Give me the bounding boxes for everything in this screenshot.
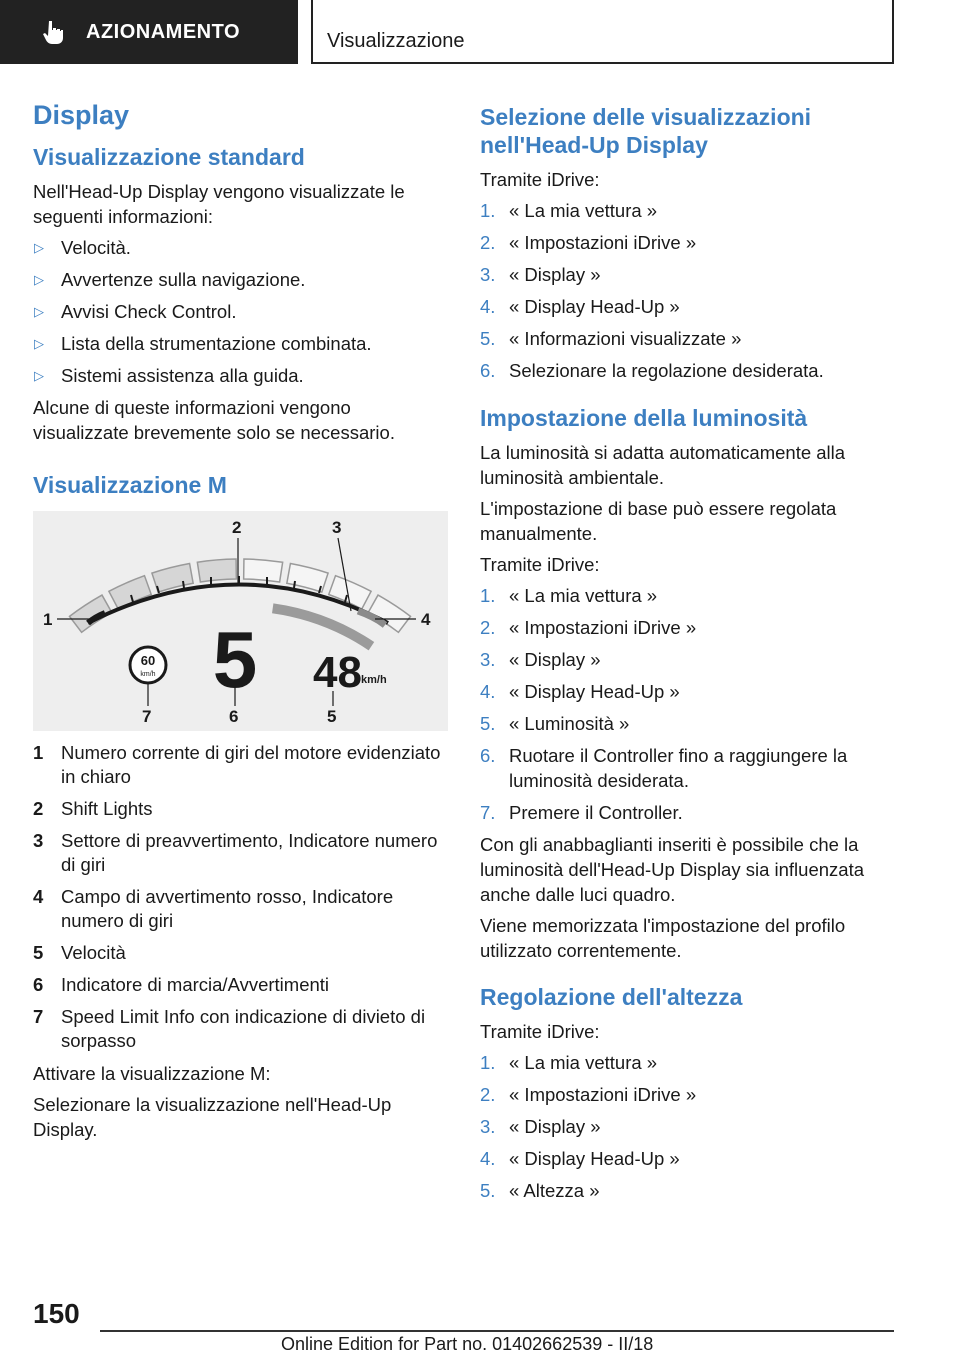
step-item: 5. « Informazioni visualizzate » — [480, 328, 742, 349]
idrive-paragraph: Tramite iDrive: — [480, 554, 600, 575]
m-display-figure — [33, 511, 448, 731]
callout-5: 5 — [327, 707, 337, 726]
idrive-paragraph: Tramite iDrive: — [480, 1021, 600, 1042]
legend-item: 2 Shift Lights — [33, 798, 153, 819]
brightness-paragraph-2: L'impostazione di base può essere regolata manualmente. — [480, 498, 837, 544]
list-item: ▷ Velocità. — [34, 237, 131, 258]
section-tab — [0, 0, 298, 64]
shift-light-segment — [197, 559, 236, 582]
step-item: 4. « Display Head-Up » — [480, 296, 680, 317]
footer-edition: Online Edition for Part no. 01402662539 - II/18 — [281, 1334, 654, 1354]
triangle-bullet-icon: ▷ — [34, 368, 44, 383]
step-item: 4. « Display Head-Up » — [480, 681, 680, 702]
callout-1: 1 — [43, 610, 53, 629]
note-paragraph: Alcune di queste informazioni vengono visualizzate brevemente solo se necessario. — [33, 397, 395, 443]
footer-rule — [100, 1330, 894, 1332]
step-item: 2. « Impostazioni iDrive » — [480, 232, 697, 253]
info-list — [33, 235, 448, 388]
speed-value: 48 — [313, 648, 362, 697]
step-item: 6. Selezionare la regolazione desiderata. — [480, 360, 824, 381]
hand-pointer-icon — [40, 19, 66, 45]
speed-limit-unit: km/h — [140, 671, 156, 678]
legend-item: 5 Velocità — [33, 942, 126, 963]
step-item: 1. « La mia vettura » — [480, 1052, 658, 1073]
figure-legend — [33, 741, 448, 1053]
intro-paragraph: Nell'Head-Up Display vengono visualizzate le seguenti informazioni: — [33, 181, 405, 227]
gear-indicator: 5 — [212, 615, 258, 704]
list-item: ▷ Avvisi Check Control. — [34, 301, 237, 322]
triangle-bullet-icon: ▷ — [34, 240, 44, 255]
page-number: 150 — [33, 1298, 80, 1329]
hud-illustration — [33, 511, 448, 731]
height-steps — [480, 1050, 895, 1203]
brightness-steps — [480, 583, 895, 825]
selection-steps — [480, 198, 895, 383]
heading-selection: Selezione delle visualizzazioni nell'Head-Up Display — [480, 104, 812, 158]
callout-7: 7 — [142, 707, 152, 726]
legend-item: 4 Campo di avvertimento rosso, Indicatore numero di giri — [33, 886, 394, 931]
step-item: 3. « Display » — [480, 264, 601, 285]
legend-item: 3 Settore di preavvertimento, Indicatore numero di giri — [33, 830, 438, 875]
step-item: 4. « Display Head-Up » — [480, 1148, 680, 1169]
brightness-paragraph-3: Con gli anabbaglianti inseriti è possibile che la luminosità dell'Head-Up Display sia influenzata anche dalle luci quadro. — [480, 834, 865, 905]
step-item: 1. « La mia vettura » — [480, 585, 658, 606]
legend-item: 6 Indicatore di marcia/Avvertimenti — [33, 974, 330, 995]
step-item: 5. « Luminosità » — [480, 713, 630, 734]
triangle-bullet-icon: ▷ — [34, 272, 44, 287]
step-item: 2. « Impostazioni iDrive » — [480, 617, 697, 638]
heading-height: Regolazione dell'altezza — [480, 984, 743, 1010]
step-item: 5. « Altezza » — [480, 1180, 600, 1201]
shift-light-segment — [368, 595, 410, 632]
step-item: 2. « Impostazioni iDrive » — [480, 1084, 697, 1105]
legend-item: 1 Numero corrente di giri del motore evidenziato in chiaro — [33, 742, 441, 787]
chapter-title: Visualizzazione — [327, 30, 465, 52]
heading-standard: Visualizzazione standard — [33, 144, 305, 170]
left-column — [33, 100, 448, 1148]
section-title: AZIONAMENTO — [86, 20, 241, 43]
step-item: 7. Premere il Controller. — [480, 802, 683, 823]
heading-m-display: Visualizzazione M — [33, 472, 227, 498]
brightness-paragraph-1: La luminosità si adatta automaticamente alla luminosità ambientale. — [480, 442, 846, 488]
chapter-tab — [311, 0, 894, 64]
select-paragraph: Selezionare la visualizzazione nell'Head-Up Display. — [33, 1094, 392, 1140]
list-item: ▷ Sistemi assistenza alla guida. — [34, 365, 304, 386]
right-column — [480, 103, 895, 1210]
activate-paragraph: Attivare la visualizzazione M: — [33, 1063, 271, 1084]
triangle-bullet-icon: ▷ — [34, 304, 44, 319]
step-item: 6. Ruotare il Controller fino a raggiungere la luminosità desiderata. — [480, 745, 848, 791]
page-title: Display — [33, 100, 130, 130]
legend-item: 7 Speed Limit Info con indicazione di divieto di sorpasso — [33, 1006, 426, 1051]
callout-2: 2 — [232, 518, 242, 537]
shift-light-segment — [244, 559, 283, 582]
callout-4: 4 — [421, 610, 431, 629]
list-item: ▷ Lista della strumentazione combinata. — [34, 333, 372, 354]
idrive-paragraph: Tramite iDrive: — [480, 169, 600, 190]
speed-limit-value: 60 — [140, 653, 156, 668]
brightness-paragraph-4: Viene memorizzata l'impostazione del profilo utilizzato correntemente. — [480, 915, 846, 961]
callout-6: 6 — [229, 707, 239, 726]
callout-3: 3 — [332, 518, 342, 537]
list-item: ▷ Avvertenze sulla navigazione. — [34, 269, 306, 290]
triangle-bullet-icon: ▷ — [34, 336, 44, 351]
speed-unit: km/h — [361, 674, 387, 686]
step-item: 3. « Display » — [480, 1116, 601, 1137]
heading-brightness: Impostazione della luminosità — [480, 405, 808, 431]
step-item: 1. « La mia vettura » — [480, 200, 658, 221]
step-item: 3. « Display » — [480, 649, 601, 670]
